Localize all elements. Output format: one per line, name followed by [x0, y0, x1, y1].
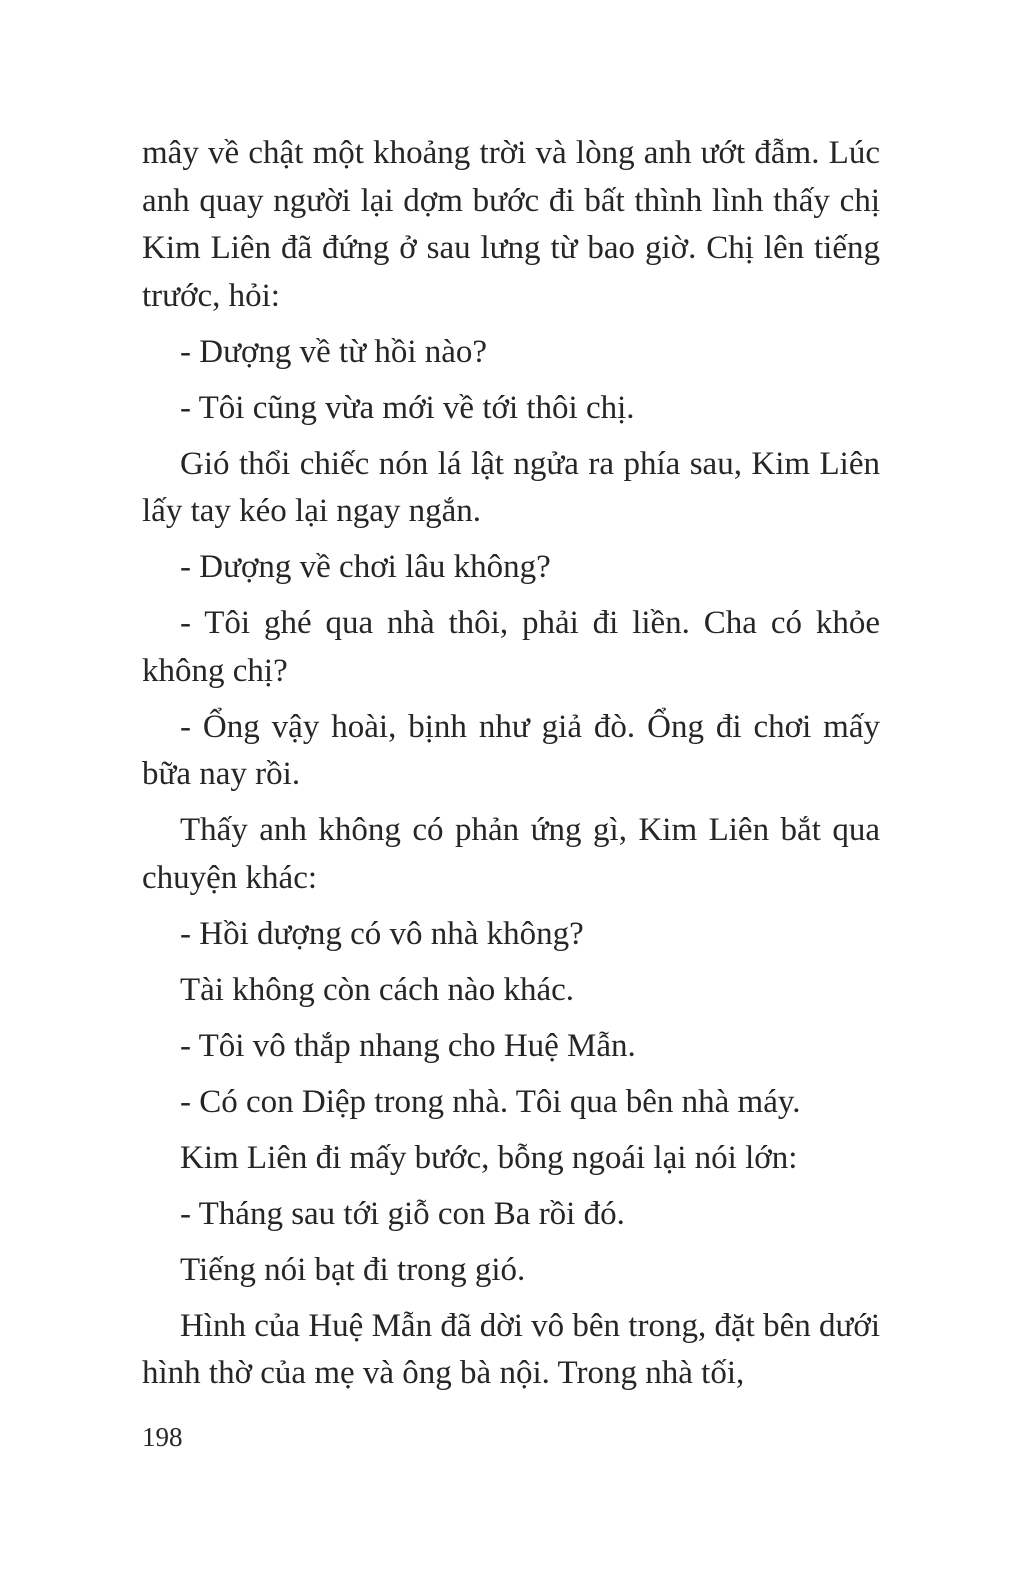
paragraph: Hình của Huệ Mẫn đã dời vô bên trong, đặt bên dưới hình thờ của mẹ và ông bà nội. Trong nhà tối, [142, 1307, 880, 1391]
paragraph: - Dượng về chơi lâu không? [180, 549, 551, 585]
paragraph: Kim Liên đi mấy bước, bỗng ngoái lại nói lớn: [180, 1139, 798, 1176]
paragraph: - Có con Diệp trong nhà. Tôi qua bên nhà máy. [180, 1083, 801, 1120]
paragraph: Tiếng nói bạt đi trong gió. [180, 1251, 526, 1288]
paragraph: - Tôi vô thắp nhang cho Huệ Mẫn. [180, 1027, 636, 1064]
paragraph: - Hồi dượng có vô nhà không? [180, 915, 584, 952]
paragraph: - Ổng vậy hoài, bịnh như giả đò. Ổng đi chơi mấy bữa nay rồi. [142, 708, 880, 792]
paragraph: Tài không còn cách nào khác. [180, 971, 575, 1008]
page-number: 198 [142, 1422, 183, 1452]
paragraph: - Dượng về từ hồi nào? [180, 333, 488, 370]
paragraph: - Tôi ghé qua nhà thôi, phải đi liền. Cha có khỏe không chị? [142, 605, 880, 689]
body-text [142, 130, 880, 1406]
paragraph: - Tháng sau tới giỗ con Ba rồi đó. [180, 1195, 625, 1232]
paragraph: Thấy anh không có phản ứng gì, Kim Liên bắt qua chuyện khác: [142, 812, 880, 896]
paragraph: - Tôi cũng vừa mới về tới thôi chị. [180, 389, 635, 426]
paragraph: Gió thổi chiếc nón lá lật ngửa ra phía sau, Kim Liên lấy tay kéo lại ngay ngắn. [142, 445, 880, 529]
paragraph: mây về chật một khoảng trời và lòng anh ướt đẫm. Lúc anh quay người lại dợm bước đi bất thình lình thấy chị Kim Liên đã đứng ở sau lưng từ bao giờ. Chị lên tiếng trước, hỏi: [142, 135, 880, 314]
